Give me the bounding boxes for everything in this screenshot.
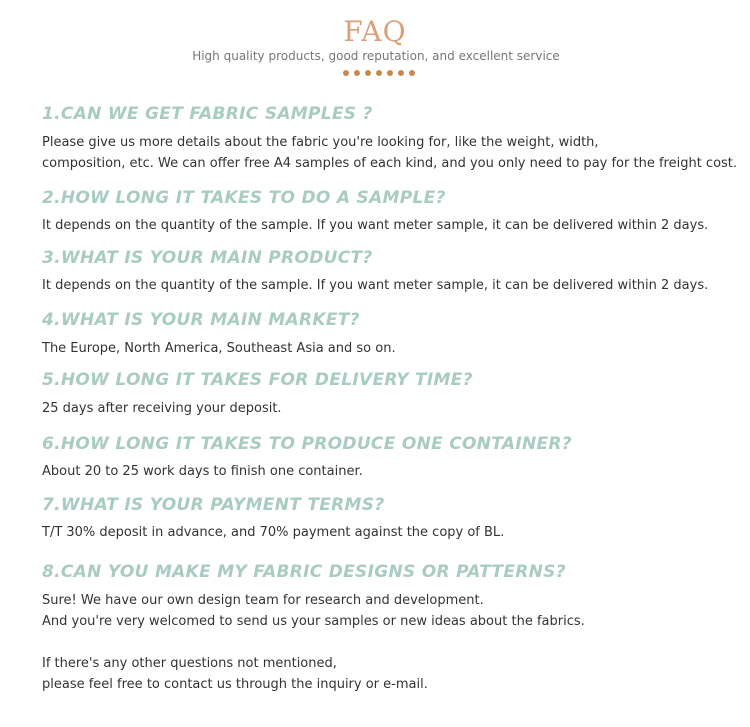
page-title: FAQ	[343, 15, 407, 48]
faq-answer-3: It depends on the quantity of the sample. If you want meter sample, it can be delivered within 2 days.	[42, 278, 709, 293]
dot-icon	[387, 70, 393, 76]
dot-icon	[343, 70, 349, 76]
faq-answer-4: The Europe, North America, Southeast Asia and so on.	[42, 341, 396, 356]
dot-icon	[365, 70, 371, 76]
faq-question-6: 6.HOW LONG IT TAKES TO PRODUCE ONE CONTAINER?	[42, 434, 572, 454]
faq-answer-8-line-2: And you're very welcomed to send us your samples or new ideas about the fabrics.	[42, 614, 585, 629]
faq-answer-6: About 20 to 25 work days to finish one container.	[42, 464, 363, 479]
faq-answer-1-line-1: Please give us more details about the fabric you're looking for, like the weight, width,	[42, 135, 599, 150]
faq-question-3: 3.WHAT IS YOUR MAIN PRODUCT?	[42, 248, 373, 268]
faq-answer-2: It depends on the quantity of the sample. If you want meter sample, it can be delivered within 2 days.	[42, 218, 709, 233]
closing-line-2: please feel free to contact us through the inquiry or e-mail.	[42, 677, 428, 692]
dot-icon	[354, 70, 360, 76]
faq-answer-8-line-1: Sure! We have our own design team for research and development.	[42, 593, 484, 608]
faq-question-8: 8.CAN YOU MAKE MY FABRIC DESIGNS OR PATTERNS?	[42, 562, 566, 582]
page-subtitle: High quality products, good reputation, and excellent service	[192, 49, 560, 63]
dot-icon	[376, 70, 382, 76]
closing-line-1: If there's any other questions not mentioned,	[42, 656, 337, 671]
faq-answer-7: T/T 30% deposit in advance, and 70% payment against the copy of BL.	[42, 525, 505, 540]
faq-question-7: 7.WHAT IS YOUR PAYMENT TERMS?	[42, 495, 385, 515]
faq-answer-5: 25 days after receiving your deposit.	[42, 401, 282, 416]
faq-question-2: 2.HOW LONG IT TAKES TO DO A SAMPLE?	[42, 188, 446, 208]
faq-answer-1-line-2: composition, etc. We can offer free A4 samples of each kind, and you only need to pay for the freight cost.	[42, 156, 738, 171]
faq-question-4: 4.WHAT IS YOUR MAIN MARKET?	[42, 310, 360, 330]
faq-question-5: 5.HOW LONG IT TAKES FOR DELIVERY TIME?	[42, 370, 473, 390]
faq-question-1: 1.CAN WE GET FABRIC SAMPLES ?	[42, 104, 373, 124]
dot-icon	[398, 70, 404, 76]
dot-icon	[409, 70, 415, 76]
decorative-dots	[343, 70, 415, 76]
